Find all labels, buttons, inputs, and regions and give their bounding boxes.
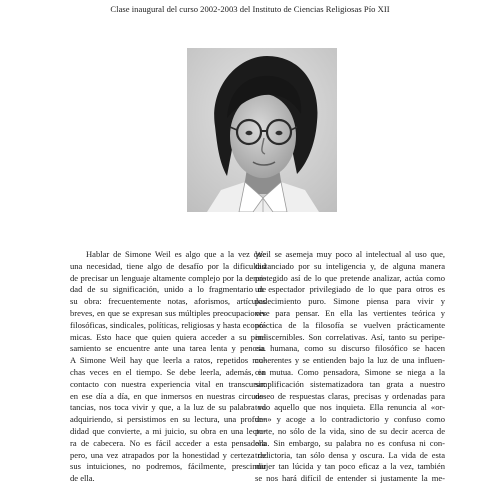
text-line: cia humana, como su discurso filosófico se hacen	[255, 343, 445, 354]
text-line: simplificación sistematizadora tan grata a nuestro	[255, 378, 445, 389]
body-text-left-column	[70, 249, 266, 485]
text-line: tancias, nos toca vivir y que, a la luz de su palabra va	[70, 402, 266, 413]
text-line: chas veces en el tiempo. Se debe leerla, además, en	[70, 366, 266, 377]
text-line: distanciado por su inteligencia y, de alguna manera	[255, 260, 445, 271]
text-line: mujer tan lúcida y tan poco eficaz a la vez, también	[255, 461, 445, 472]
text-line: den» y acoge a lo contradictorio y confuso como	[255, 414, 445, 425]
text-line: un espectador privilegiado de lo que para otros es	[255, 284, 445, 295]
text-line: contacto con nuestra experiencia vital en transcurso:	[70, 378, 266, 389]
running-header: Clase inaugural del curso 2002-2003 del Instituto de Ciencias Religiosas Pío XII	[110, 4, 390, 14]
text-line: filosóficas, sindicales, políticas, religiosas y hasta econó-	[70, 319, 266, 330]
text-line: samiento se encuentre ante una tarea lenta y penosa.	[70, 343, 266, 354]
text-line: Weil se asemeja muy poco al intelectual al uso que,	[255, 249, 445, 259]
text-line: cia mutua. Como pensadora, Simone se niega a la	[255, 366, 445, 377]
text-line: ra de cabecera. No es fácil acceder a esta pensadora	[70, 437, 266, 448]
text-line: breves, en que se expresan sus múltiples preocupaciones	[70, 307, 266, 318]
text-line: de precisar un lenguaje altamente complejo por la densi-	[70, 272, 266, 283]
text-line: deseo de respuestas claras, precisas y ordenadas para	[255, 390, 445, 401]
text-line: dad de su significación, unido a lo fragmentario de	[70, 284, 266, 295]
text-line: sus intuiciones, no podremos, fácilmente, prescindir	[70, 461, 266, 472]
body-text-right-column	[255, 249, 445, 485]
text-line: micas. Esto hace que quien quiera acceder a su pen-	[70, 331, 266, 342]
text-line: Hablar de Simone Weil es algo que a la vez que	[86, 249, 266, 259]
text-line: vive para pensar. En ella las vertientes teórica y	[255, 307, 445, 318]
text-line: práctica de la filosofía se vuelven prácticamente	[255, 319, 445, 330]
text-line: coherentes y se entienden bajo la luz de una influen-	[255, 355, 445, 366]
text-line: se nos hará difícil de entender si justamente la me-	[255, 473, 445, 484]
text-line: todo aquello que nos inquieta. Ella renuncia al «or-	[255, 402, 445, 413]
text-line: ella. Sin embargo, su palabra no es confusa ni con-	[255, 437, 445, 448]
text-line: A Simone Weil hay que leerla a ratos, repetidos mu-	[70, 355, 266, 366]
text-line: tradictoria, tan sólo densa y oscura. La vida de esta	[255, 449, 445, 460]
text-line: en ese día a día, en que inmersos en nuestras circuns-	[70, 390, 266, 401]
text-line: una necesidad, tiene algo de desafío por la dificultad	[70, 260, 266, 271]
text-line: adquiriendo, si persistimos en su lectura, una profun-	[70, 414, 266, 425]
text-line: didad que convierte, a mi juicio, su obra en una lectu-	[70, 425, 266, 436]
portrait-photo-icon	[187, 48, 337, 212]
portrait-photo	[187, 48, 337, 212]
text-line: indiscernibles. Son correlativas. Así, tanto su peripe-	[255, 331, 445, 342]
text-line: su obra: frecuentemente notas, aforismos, artículos	[70, 296, 266, 307]
text-line: padecimiento puro. Simone piensa para vivir y	[255, 296, 445, 307]
text-line: de ella.	[70, 473, 95, 484]
text-line: protegido así de lo que pretende analizar, actúa como	[255, 272, 445, 283]
text-line: pero, una vez atrapados por la honestidad y certeza de	[70, 449, 266, 460]
text-line: parte, no sólo de la vida, sino de su decir acerca de	[255, 425, 445, 436]
